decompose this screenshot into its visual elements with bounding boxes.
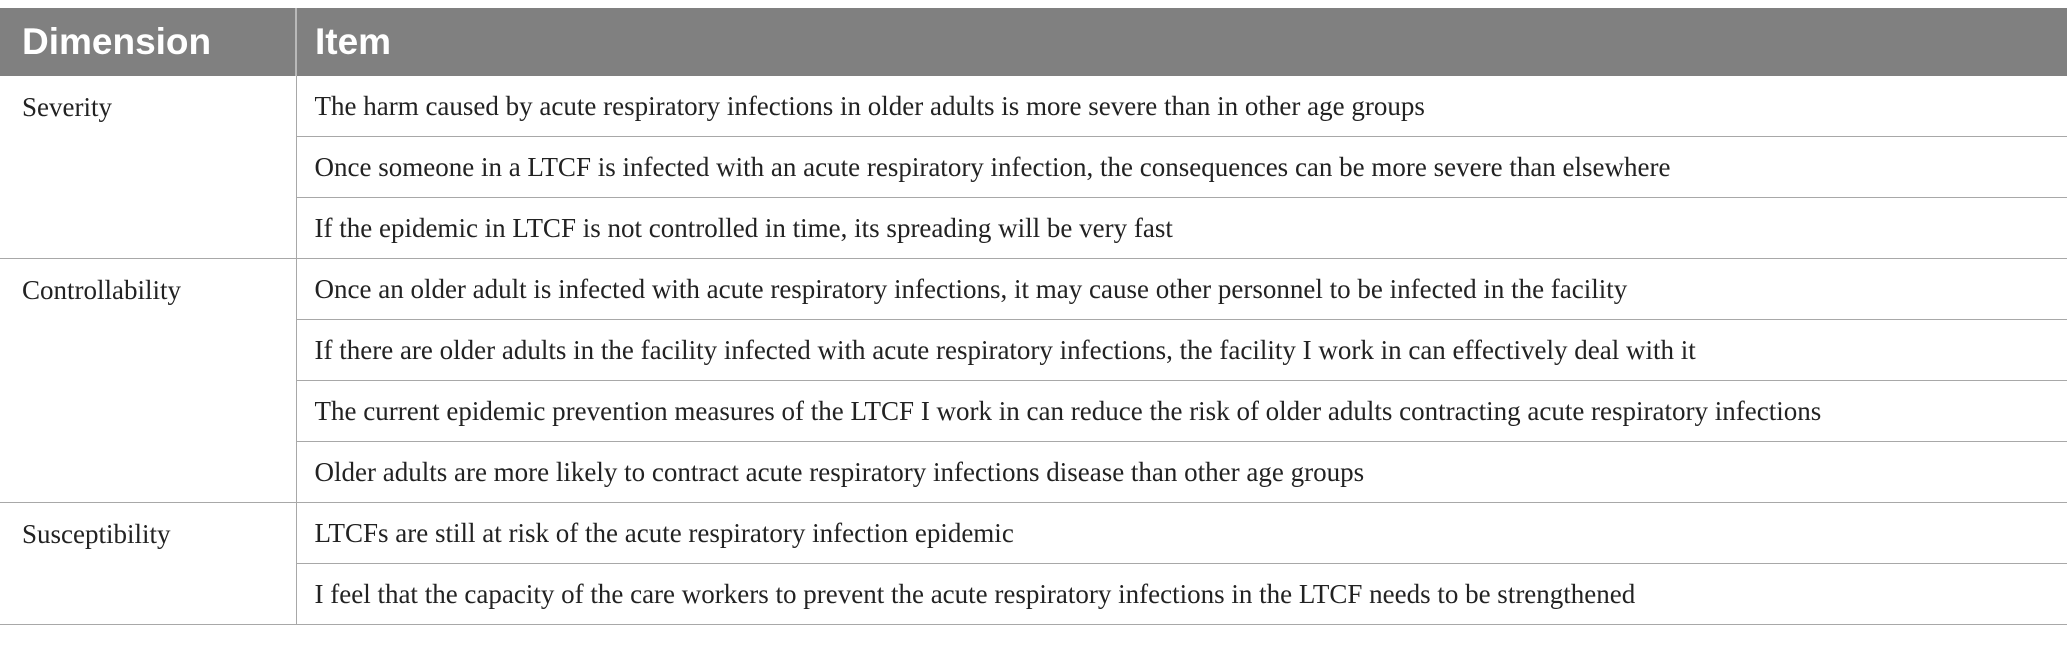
table-row (0, 137, 2067, 198)
item-cell: The current epidemic prevention measures of the LTCF I work in can reduce the risk of older adults contracting acute respiratory infections (296, 381, 2067, 442)
table-row (0, 564, 2067, 625)
table-header-row (0, 8, 2067, 76)
item-cell: Once someone in a LTCF is infected with an acute respiratory infection, the consequences can be more severe than elsewhere (296, 137, 2067, 198)
header-dimension: Dimension (0, 8, 296, 76)
item-cell: If there are older adults in the facility infected with acute respiratory infections, the facility I work in can effectively deal with it (296, 320, 2067, 381)
table-row (0, 320, 2067, 381)
table-row (0, 442, 2067, 503)
table-row (0, 76, 2067, 137)
item-cell: I feel that the capacity of the care workers to prevent the acute respiratory infections in the LTCF needs to be strengthened (296, 564, 2067, 625)
dimension-cell-susceptibility: Susceptibility (0, 503, 296, 625)
table-row (0, 259, 2067, 320)
table-row (0, 503, 2067, 564)
dimension-item-table (0, 8, 2067, 625)
table-row (0, 381, 2067, 442)
item-cell: Older adults are more likely to contract acute respiratory infections disease than other age groups (296, 442, 2067, 503)
item-cell: LTCFs are still at risk of the acute respiratory infection epidemic (296, 503, 2067, 564)
dimension-cell-severity: Severity (0, 76, 296, 259)
item-cell: If the epidemic in LTCF is not controlled in time, its spreading will be very fast (296, 198, 2067, 259)
item-cell: Once an older adult is infected with acute respiratory infections, it may cause other personnel to be infected in the facility (296, 259, 2067, 320)
table-row (0, 198, 2067, 259)
header-item: Item (296, 8, 2067, 76)
dimension-cell-controllability: Controllability (0, 259, 296, 503)
item-cell: The harm caused by acute respiratory infections in older adults is more severe than in other age groups (296, 76, 2067, 137)
